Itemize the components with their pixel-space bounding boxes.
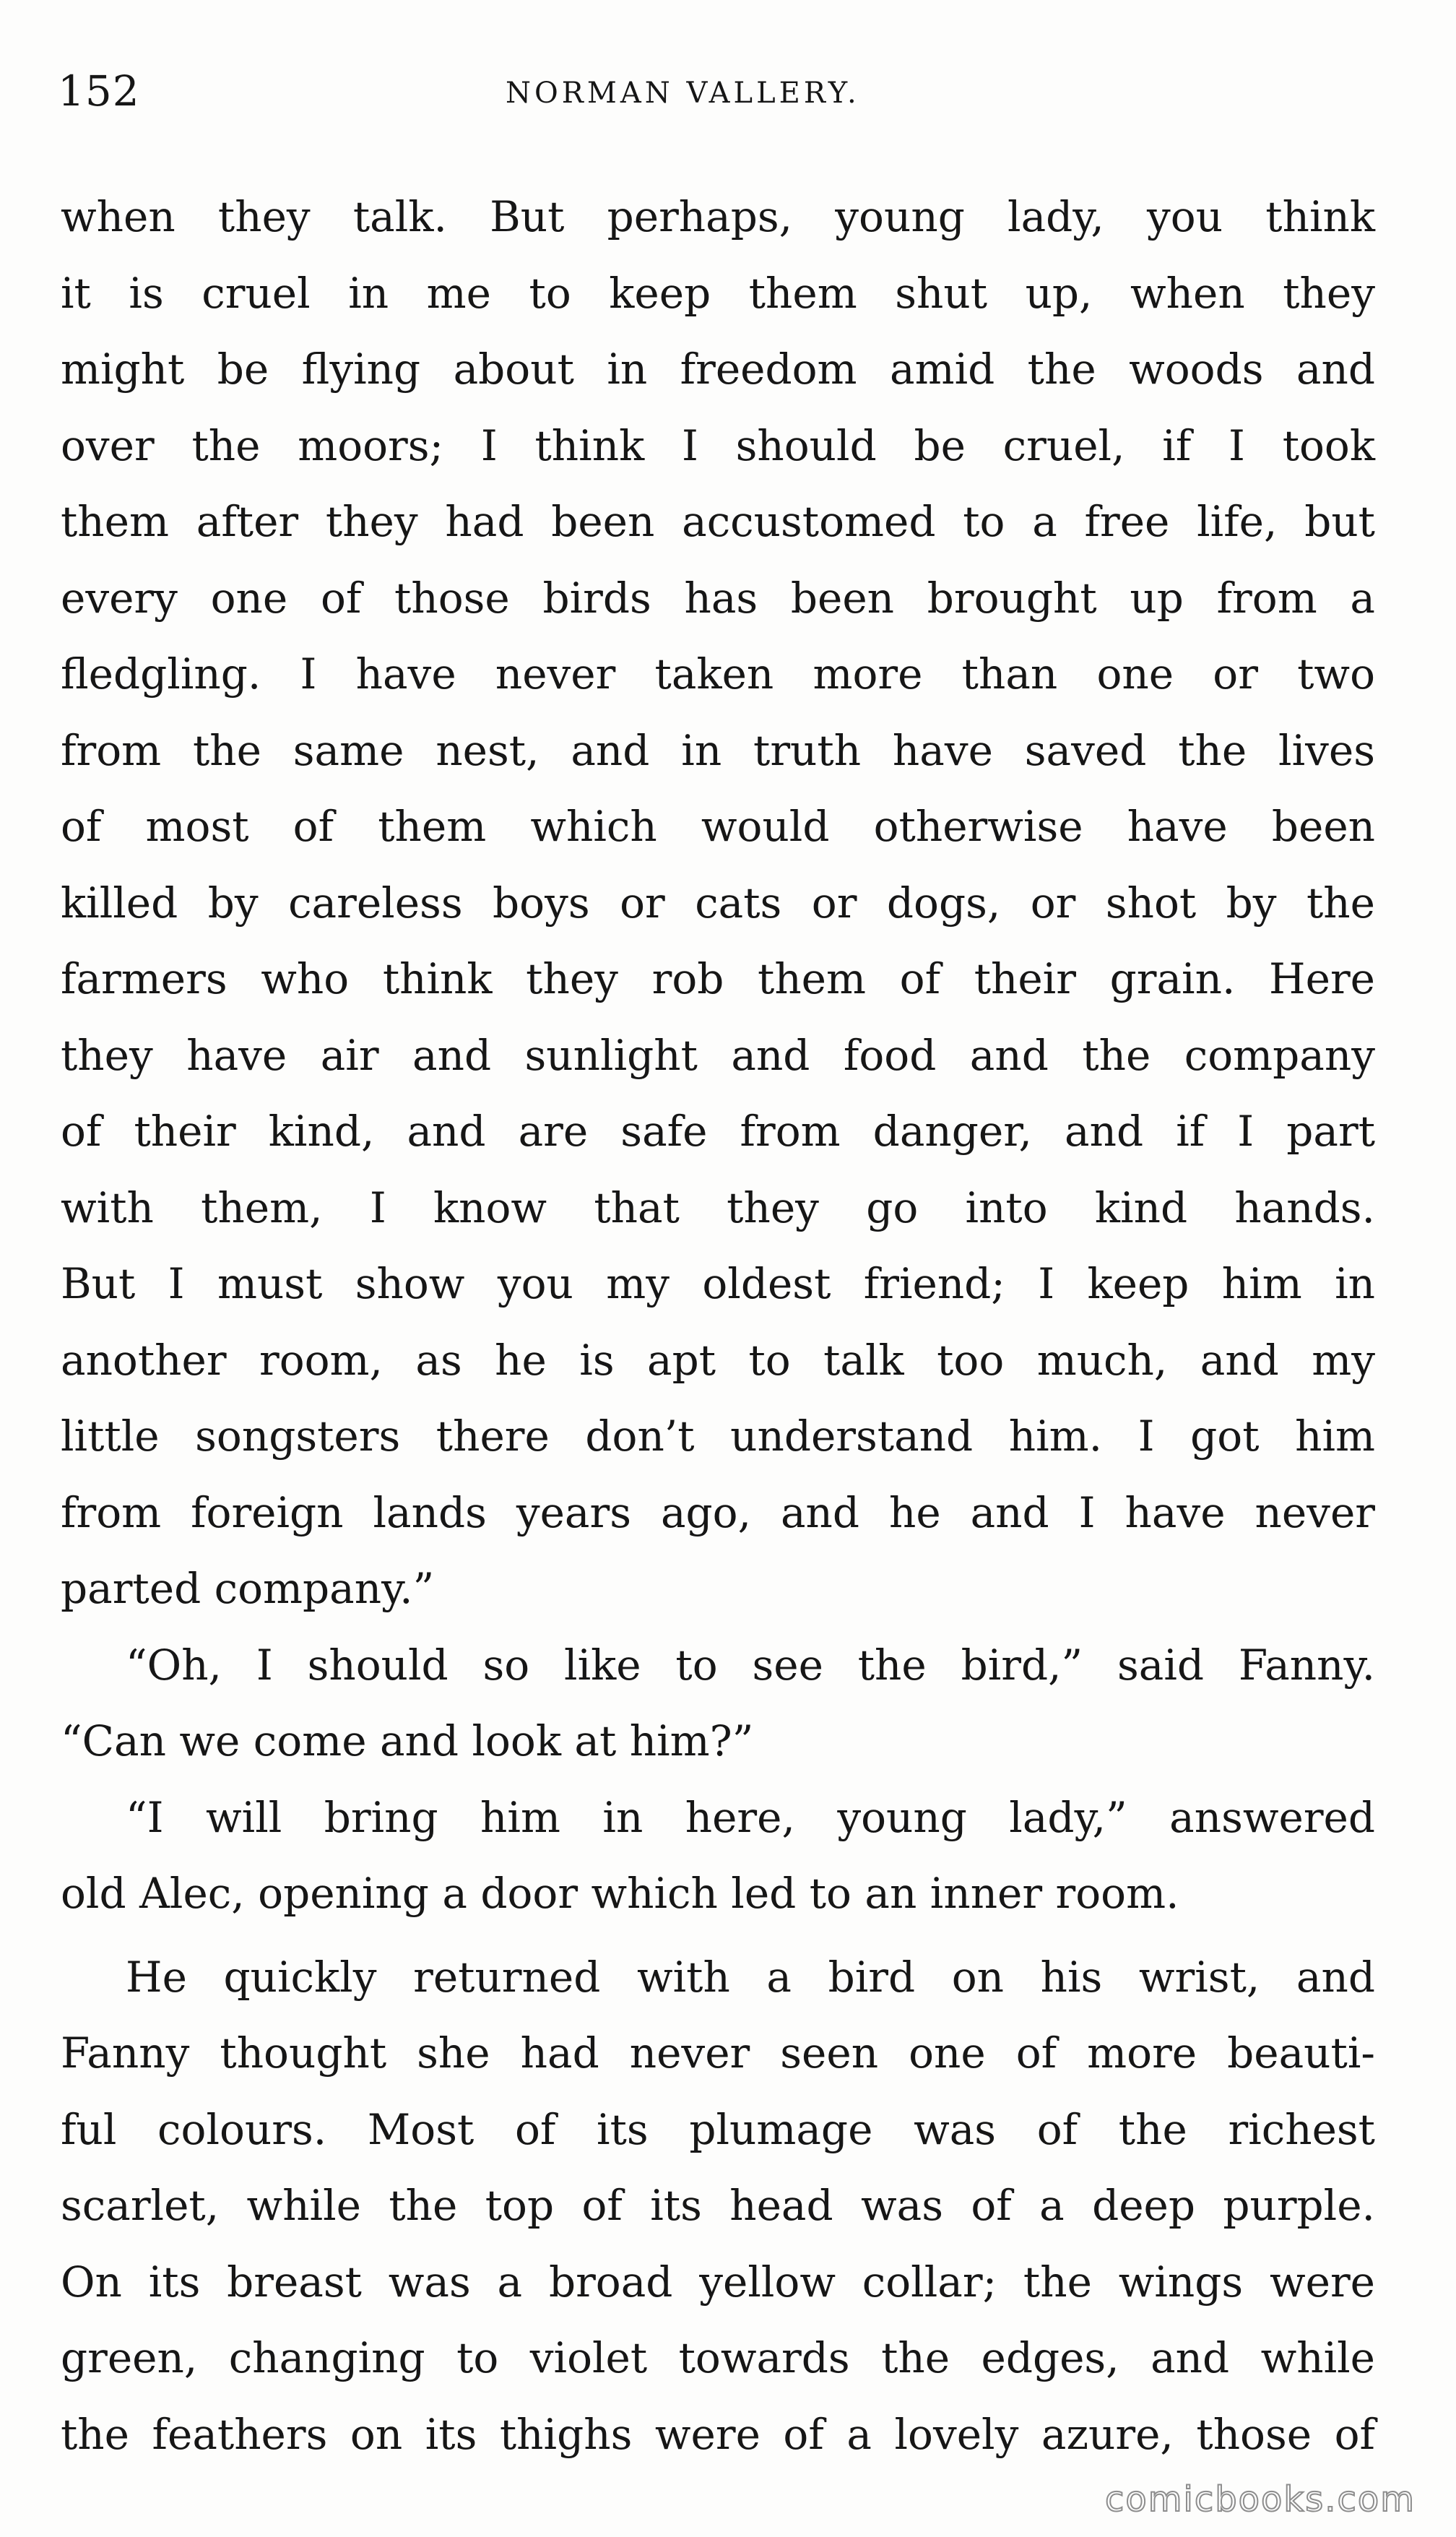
text-line: “Oh, I should so like to see the bird,” said Fanny. — [126, 1640, 1375, 1690]
text-line: “Can we come and look at him?” — [61, 1716, 754, 1765]
text-line: the feathers on its thighs were of a lovely azure, those of — [61, 2409, 1375, 2459]
watermark-text: comicbooks.com — [1104, 2479, 1416, 2520]
text-line: parted company.” — [61, 1564, 435, 1613]
text-line: it is cruel in me to keep them shut up, when they — [61, 268, 1375, 318]
text-line: with them, I know that they go into kind hands. — [61, 1183, 1375, 1232]
text-line: they have air and sunlight and food and the company — [61, 1030, 1375, 1080]
page-number: 152 — [58, 66, 140, 116]
text-line: green, changing to violet towards the edges, and while — [61, 2333, 1375, 2382]
text-line: scarlet, while the top of its head was of a deep purple. — [61, 2181, 1375, 2230]
text-line: farmers who think they rob them of their grain. Here — [61, 954, 1375, 1003]
text-line: He quickly returned with a bird on his wrist, and — [126, 1952, 1375, 2002]
text-line: fledgling. I have never taken more than one or two — [61, 649, 1375, 699]
text-line: from foreign lands years ago, and he and I have never — [61, 1487, 1375, 1537]
text-line: old Alec, opening a door which led to an inner room. — [61, 1869, 1179, 1918]
text-line: of most of them which would otherwise have been — [61, 802, 1375, 851]
body-text — [61, 179, 1375, 2473]
text-line: ful colours. Most of its plumage was of the richest — [61, 2104, 1375, 2154]
text-line: little songsters there don’t understand him. I got him — [61, 1412, 1375, 1461]
text-line: over the moors; I think I should be cruel, if I took — [61, 420, 1375, 470]
text-line: killed by careless boys or cats or dogs, or shot by the — [61, 878, 1375, 928]
text-line: when they talk. But perhaps, young lady, you think — [61, 192, 1375, 241]
text-line: them after they had been accustomed to a free life, but — [61, 497, 1375, 546]
text-line: On its breast was a broad yellow collar; the wings were — [61, 2257, 1375, 2307]
running-title: NORMAN VALLERY. — [506, 77, 860, 110]
text-line: of their kind, and are safe from danger, and if I part — [61, 1107, 1375, 1156]
text-line: “I will bring him in here, young lady,” answered — [126, 1792, 1375, 1842]
text-line: every one of those birds has been brought up from a — [61, 573, 1375, 623]
running-head — [58, 66, 1398, 124]
text-line: another room, as he is apt to talk too much, and my — [61, 1335, 1375, 1385]
text-line: Fanny thought she had never seen one of more beauti- — [61, 2028, 1375, 2078]
text-line: But I must show you my oldest friend; I keep him in — [61, 1259, 1375, 1308]
text-line: might be flying about in freedom amid the woods and — [61, 345, 1375, 394]
text-line: from the same nest, and in truth have saved the lives — [61, 725, 1375, 775]
